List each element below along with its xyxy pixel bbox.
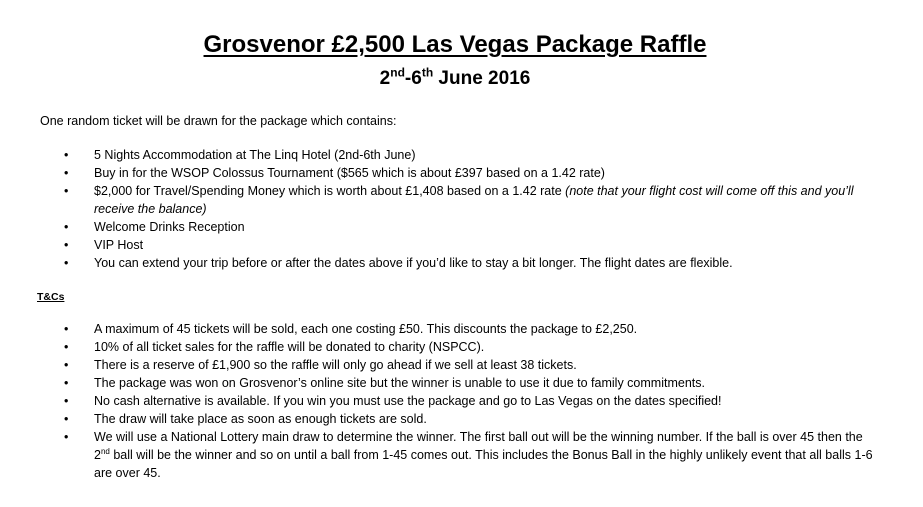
terms-item (0, 320, 880, 338)
package-item-text: $2,000 for Travel/Spending Money which is worth about £1,408 based on a 1.42 rate (94, 184, 566, 198)
package-item (0, 236, 880, 254)
package-list (0, 146, 880, 272)
terms-heading: T&Cs (37, 291, 65, 303)
bullet-icon: • (64, 394, 69, 408)
package-item-text: 5 Nights Accommodation at The Linq Hotel (2nd-6th June) (94, 148, 416, 162)
document-title: Grosvenor £2,500 Las Vegas Package Raffle (203, 31, 707, 58)
terms-item (0, 374, 880, 392)
package-item-text: Welcome Drinks Reception (94, 220, 245, 234)
terms-item-text: No cash alternative is available. If you win you must use the package and go to Las Vegas on the dates specified! (94, 394, 722, 408)
terms-item-text: The draw will take place as soon as enough tickets are sold. (94, 412, 427, 426)
date-start-day: 2 (379, 68, 391, 89)
package-item-text: You can extend your trip before or after the dates above if you’d like to stay a bit longer. The flight dates are flexible. (94, 256, 733, 270)
bullet-icon: • (64, 322, 69, 336)
intro-text: One random ticket will be drawn for the package which contains: (40, 114, 397, 128)
bullet-icon: • (64, 238, 69, 252)
terms-item (0, 356, 880, 374)
bullet-icon: • (64, 220, 69, 234)
package-item-text: Buy in for the WSOP Colossus Tournament ($565 which is about £397 based on a 1.42 rate) (94, 166, 605, 180)
date-end-ordinal: th (421, 65, 434, 80)
package-item (0, 182, 880, 218)
terms-item (0, 392, 880, 410)
package-item-text: VIP Host (94, 238, 144, 252)
bullet-icon: • (64, 430, 69, 444)
package-item (0, 218, 880, 236)
terms-item-text: There is a reserve of £1,900 so the raffle will only go ahead if we sell at least 38 tickets. (94, 358, 577, 372)
bullet-icon: • (64, 340, 69, 354)
package-item-note: (note that your flight cost will come off this and you’ll receive the balance) (94, 184, 854, 216)
terms-item-text-continued: ball will be the winner and so on until a ball from 1-45 comes out. This includes the Bonus Ball in the highly unlikely event that all balls 1-6 are over 45. (94, 448, 873, 480)
terms-item-text: A maximum of 45 tickets will be sold, each one costing £50. This discounts the package to £2,250. (94, 322, 638, 336)
terms-list (0, 320, 880, 482)
package-item (0, 254, 880, 272)
bullet-icon: • (64, 256, 69, 270)
bullet-icon: • (64, 358, 69, 372)
bullet-icon: • (64, 166, 69, 180)
terms-item-text: 10% of all ticket sales for the raffle will be donated to charity (NSPCC). (94, 340, 485, 354)
date-month-year: June 2016 (433, 68, 531, 89)
bullet-icon: • (64, 184, 69, 198)
package-item (0, 164, 880, 182)
event-dates (0, 66, 910, 92)
date-end-day: -6 (404, 68, 422, 89)
date-start-ordinal: nd (390, 65, 405, 80)
package-item (0, 146, 880, 164)
bullet-icon: • (64, 376, 69, 390)
bullet-icon: • (64, 148, 69, 162)
terms-item (0, 338, 880, 356)
ordinal-suffix: nd (100, 446, 110, 456)
terms-item-text: The package was won on Grosvenor’s online site but the winner is unable to use it due to family commitments. (94, 376, 705, 390)
terms-item-text: We will use a National Lottery main draw to determine the winner. The first ball out will be the winning number. If the ball is over 45 then the 2 (94, 430, 863, 462)
bullet-icon: • (64, 412, 69, 426)
terms-item (0, 428, 880, 482)
terms-item (0, 410, 880, 428)
